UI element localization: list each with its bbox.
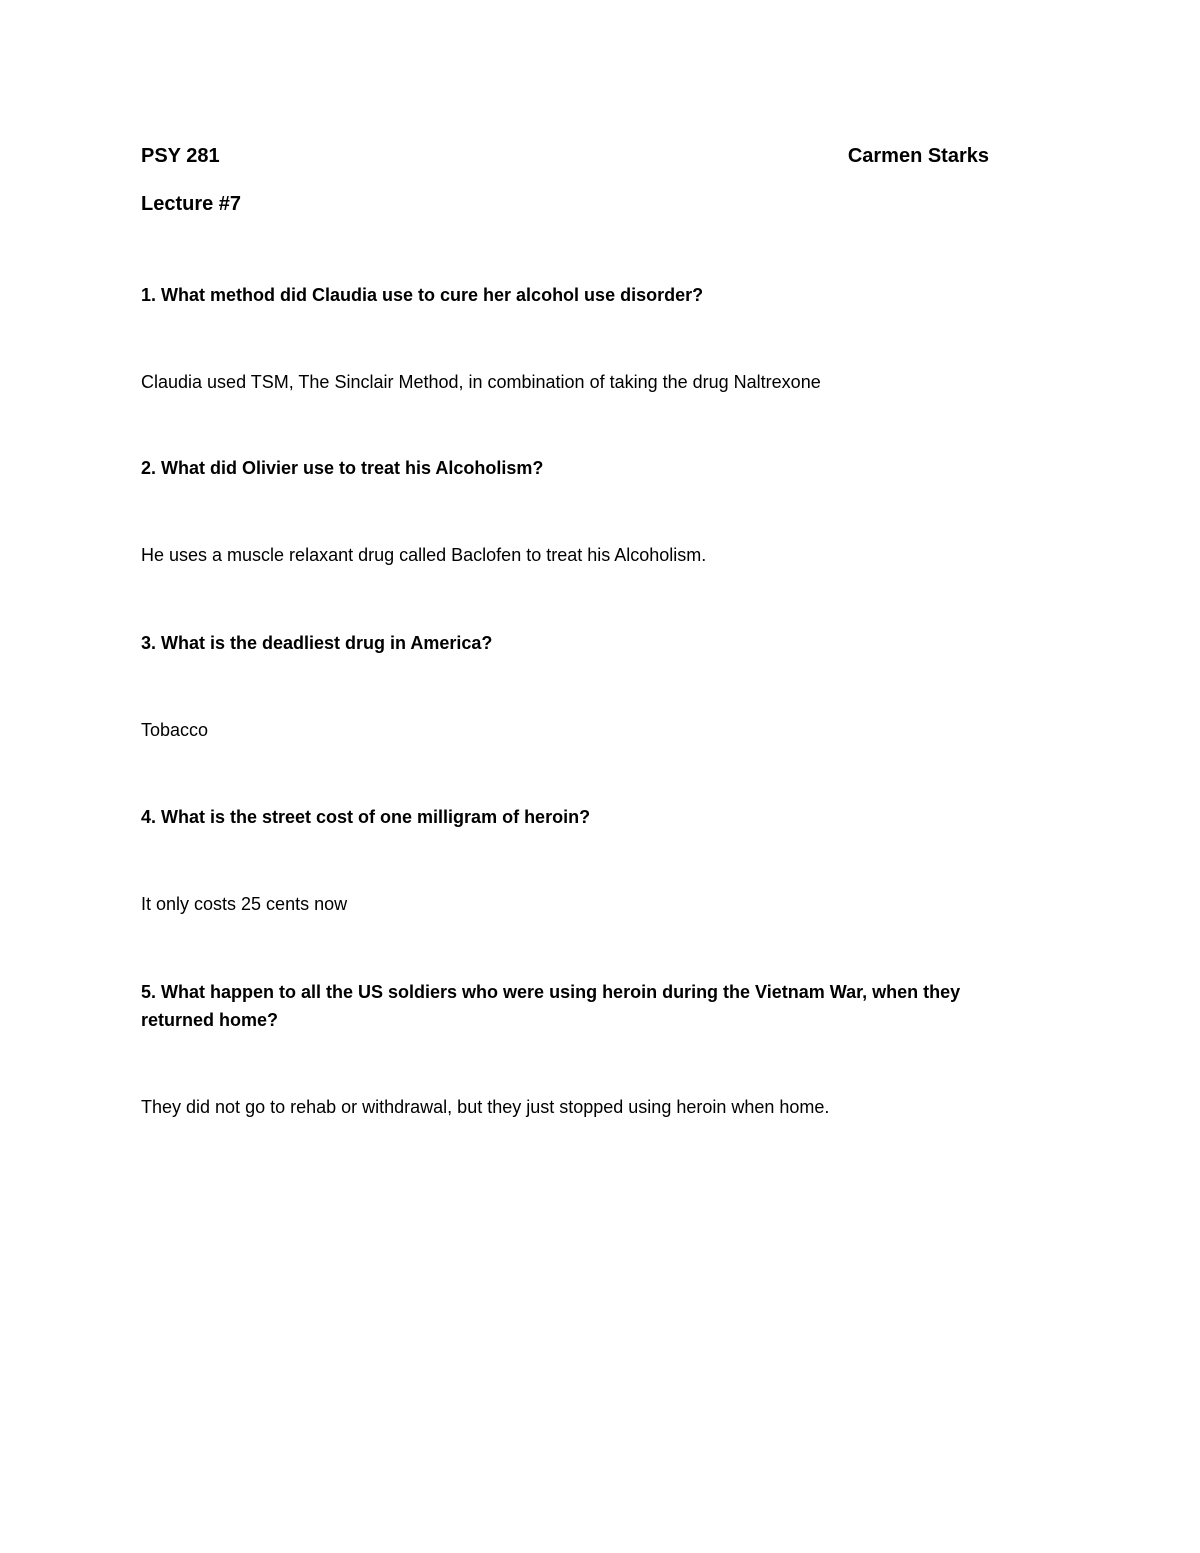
course-code: PSY 281 bbox=[141, 145, 220, 167]
answer-1: Claudia used TSM, The Sinclair Method, in combination of taking the drug Naltrexone bbox=[141, 372, 821, 392]
answer-3: Tobacco bbox=[141, 720, 209, 740]
answer-4: It only costs 25 cents now bbox=[141, 894, 348, 914]
qa-item-3 bbox=[141, 629, 1021, 740]
question-2: 2. What did Olivier use to treat his Alcoholism? bbox=[141, 458, 544, 478]
qa-item-2 bbox=[141, 454, 1021, 565]
question-3: 3. What is the deadliest drug in America? bbox=[141, 633, 493, 653]
lecture-title: Lecture #7 bbox=[141, 193, 242, 215]
question-1: 1. What method did Claudia use to cure her alcohol use disorder? bbox=[141, 285, 704, 305]
author-name: Carmen Starks bbox=[847, 145, 989, 167]
answer-2: He uses a muscle relaxant drug called Baclofen to treat his Alcoholism. bbox=[141, 545, 707, 565]
qa-item-4 bbox=[141, 803, 1021, 914]
qa-item-5 bbox=[141, 978, 1021, 1117]
question-4: 4. What is the street cost of one milligram of heroin? bbox=[141, 807, 591, 827]
header-row bbox=[141, 143, 989, 169]
question-5: 5. What happen to all the US soldiers who were using heroin during the Vietnam War, when they returned home? bbox=[141, 982, 961, 1030]
qa-item-1 bbox=[141, 281, 1021, 392]
answer-5: They did not go to rehab or withdrawal, but they just stopped using heroin when home. bbox=[141, 1097, 830, 1117]
